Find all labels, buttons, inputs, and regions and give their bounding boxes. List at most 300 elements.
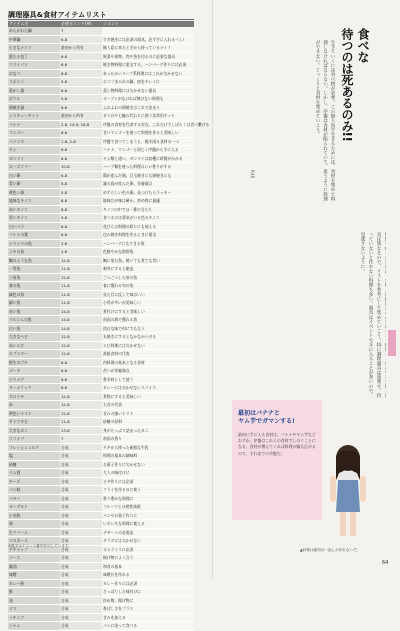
- cell-points: 最初から所有: [60, 112, 102, 121]
- cell-comment: さっぱりした味付けに: [102, 588, 194, 597]
- cell-comment: 鯛に似た魚。焼いても煮ても旨い: [102, 256, 194, 265]
- cell-comment: いろいろな料理に使える: [102, 520, 194, 529]
- cell-item-name: マヨネーズ: [8, 537, 60, 546]
- cell-item-name: 醤油: [8, 562, 60, 571]
- cell-item-name: 卵焼き器: [8, 103, 60, 112]
- cell-item-name: スポンジ: [8, 78, 60, 87]
- cell-item-name: 赤いエビ: [8, 341, 60, 350]
- cell-item-name: バナナ: [8, 120, 60, 129]
- table-row: [8, 324, 194, 333]
- table-row: [8, 146, 194, 155]
- cell-comment: 小骨が多いが美味しい: [102, 299, 194, 308]
- item-table: [8, 21, 210, 631]
- cell-comment: 刺身にすると絶品: [102, 265, 194, 274]
- list-title: 調理器具&食材アイテムリスト: [8, 11, 107, 19]
- table-row: [8, 163, 194, 172]
- cell-points: 6-6: [60, 86, 102, 95]
- cell-points: 12-8: [60, 273, 102, 282]
- table-row: [8, 367, 194, 376]
- cell-comment: 大人の味付けに: [102, 469, 194, 478]
- cell-comment: 甘いマンゴーを使って料理を作ると美味しい: [102, 129, 194, 138]
- cell-points: 合成: [60, 562, 102, 571]
- cell-points: 7: [60, 435, 102, 444]
- cell-points: 5-8: [60, 180, 102, 189]
- table-row: [8, 86, 194, 95]
- table-row: [8, 341, 194, 350]
- cell-comment: エビ料理には欠かせない: [102, 341, 194, 350]
- table-row: [8, 188, 194, 197]
- cell-comment: 丸焼きにするとなかなかいける: [102, 333, 194, 342]
- cell-comment: パンやお菓子作りに: [102, 511, 194, 520]
- table-row: [8, 333, 194, 342]
- col-header-name: アイテム名: [8, 21, 60, 27]
- cell-comment: ハンバーグにもできる魚: [102, 239, 194, 248]
- cell-comment: サラダには欠かせない: [102, 537, 194, 546]
- body-text-upper: 生きていくには食べ物が必要。この無人島で生きるためには、食材を集めて料理しなければならない。しかし、序盤は食材が限られていて、思うように料理ができない。じっくりと食材を集めていこう。: [315, 40, 335, 201]
- cell-comment: めずらしい色の卵。見つけたらラッキー: [102, 188, 194, 197]
- cell-comment: オムライスに必須: [102, 545, 194, 554]
- cell-item-name: ゼンマイ: [8, 154, 60, 163]
- cell-item-name: 卵: [8, 520, 60, 529]
- tip-heading-line-1: 最初はバナナと: [238, 410, 281, 417]
- cell-comment: カレーには欠かせないスパイス: [102, 384, 194, 393]
- table-row: [8, 392, 194, 401]
- cell-comment: パンに塗って食べる: [102, 622, 194, 631]
- col-header-points: 必要ポイント(※): [60, 21, 102, 27]
- cell-item-name: 赤い魚: [8, 307, 60, 316]
- table-row: [8, 511, 194, 520]
- cell-points: 2-8: [60, 239, 102, 248]
- table-row: [8, 520, 194, 529]
- cell-points: 合成: [60, 460, 102, 469]
- cell-comment: カレー作りには必須: [102, 579, 194, 588]
- cell-comment: 南国の香り: [102, 435, 194, 444]
- cell-comment: 南国の海で獲れる魚: [102, 316, 194, 325]
- cell-points: 2-8, 14-9, 16-8: [60, 120, 102, 129]
- table-row: [8, 503, 194, 512]
- cell-points: 合成: [60, 520, 102, 529]
- cell-item-name: ゴーヤ: [8, 367, 60, 376]
- table-row: [8, 494, 194, 503]
- image-caption: ▲料理は最初は一品しか作れないぞ。: [300, 548, 361, 552]
- cell-comment: 味噌汁を作れる: [102, 571, 194, 580]
- table-body: [8, 27, 210, 630]
- cell-comment: 見た目に反して味はいい: [102, 290, 194, 299]
- cell-item-name: ロブスター: [8, 350, 60, 359]
- cell-item-name: バター: [8, 494, 60, 503]
- cell-item-name: マルンムの魚: [8, 316, 60, 325]
- cell-item-name: バナナの葉: [8, 231, 60, 240]
- cell-points: 6-8: [60, 384, 102, 393]
- cell-item-name: 酢: [8, 588, 60, 597]
- cell-item-name: ヨーグルト: [8, 503, 60, 512]
- cell-item-name: ローズマリー: [8, 163, 60, 172]
- table-row: [8, 282, 194, 291]
- table-row: [8, 137, 194, 146]
- cell-points: 8-8: [60, 197, 102, 206]
- cell-points: 6-6: [60, 103, 102, 112]
- cell-item-name: 三角魚: [8, 273, 60, 282]
- cell-comment: あったかいスープ系料理にはこれが欠かせない: [102, 69, 194, 78]
- table-row: [8, 605, 194, 614]
- cell-item-name: 生クリーム: [8, 528, 60, 537]
- body-text-middle: 具は異なるので、リストを参考にして集めていこう。特に調理器具は重要で、持っていないと作れない料理も多い。器具はイベントで手に入ることが多いので、見逃さないように。: [360, 232, 381, 398]
- cell-item-name: フライパン: [8, 61, 60, 70]
- table-row: [8, 103, 194, 112]
- table-row: [8, 426, 194, 435]
- cell-comment: ごつごつした形の魚: [102, 273, 194, 282]
- table-row: [8, 350, 194, 359]
- table-row: [8, 375, 194, 384]
- table-row: [8, 596, 194, 605]
- cell-points: 12-8: [60, 256, 102, 265]
- cell-item-name: 緑色の魚: [8, 290, 60, 299]
- cell-points: 14-8: [60, 316, 102, 325]
- cell-item-name: ニモの魚: [8, 248, 60, 257]
- table-row: [8, 622, 194, 631]
- table-row: [8, 571, 194, 580]
- cell-points: 合成: [60, 503, 102, 512]
- table-row: [8, 44, 194, 53]
- cell-points: 1-8, 2-8: [60, 137, 102, 146]
- cell-item-name: ココナツ: [8, 435, 60, 444]
- cell-comment: 高級食材の代表: [102, 350, 194, 359]
- table-row: [8, 579, 194, 588]
- cell-points: 12-8: [60, 333, 102, 342]
- cell-points: 合成: [60, 622, 102, 631]
- table-row: [8, 299, 194, 308]
- cell-comment: 蒸し物料理には欠かせない器具: [102, 86, 194, 95]
- cell-comment: 甘みの強いトマト: [102, 409, 194, 418]
- cell-points: 5-8: [60, 78, 102, 87]
- cell-points: 6-8: [60, 358, 102, 367]
- cell-item-name: ジャム: [8, 622, 60, 631]
- cell-item-name: 青いキノコ: [8, 214, 60, 223]
- cell-points: 5-8: [60, 188, 102, 197]
- cell-item-name: シマシマの魚: [8, 239, 60, 248]
- cell-item-name: 味噌: [8, 571, 60, 580]
- table-row: [8, 154, 194, 163]
- cell-item-name: ターメリック: [8, 384, 60, 393]
- cell-points: 11-8: [60, 299, 102, 308]
- heading-line-2: 待つのは死あるのみ!!: [340, 28, 354, 142]
- cell-item-name: 重たる包丁: [8, 52, 60, 61]
- cell-item-name: 小さなナイフ: [8, 44, 60, 53]
- cell-points: 12-8: [60, 392, 102, 401]
- table-row: [8, 222, 194, 231]
- cell-points: 11-8: [60, 418, 102, 427]
- cell-comment: 謎の鳥が産んだ卵。栄養満点: [102, 180, 194, 189]
- cell-comment: ふわふわの卵焼きはこれで決まり: [102, 103, 194, 112]
- table-row: [8, 180, 194, 189]
- cell-comment: すき焼きには必須の器具。必ず手に入れるべし!: [102, 35, 194, 44]
- table-row: [8, 358, 194, 367]
- table-row: [8, 231, 194, 240]
- table-row: [8, 214, 194, 223]
- cell-comment: 香り豊かな料理に: [102, 494, 194, 503]
- cell-item-name: 赤いキノコ: [8, 205, 60, 214]
- cell-comment: 無人島に来たときから持っているナイフ: [102, 44, 194, 53]
- cell-comment: ホコリまみれの鍋、皿をキレイに: [102, 78, 194, 87]
- cell-points: 13-8: [60, 426, 102, 435]
- cell-item-name: 白い魚: [8, 324, 60, 333]
- cell-item-name: ソース: [8, 554, 60, 563]
- cell-item-name: ゴマ: [8, 605, 60, 614]
- cell-comment: お菓子作りに欠かせない: [102, 460, 194, 469]
- cell-points: 12-8: [60, 341, 102, 350]
- cell-comment: 色鮮やかな熱帯魚: [102, 248, 194, 257]
- title-rule: [8, 19, 194, 20]
- table-row: [8, 52, 194, 61]
- cell-points: 合成: [60, 511, 102, 520]
- table-row: [8, 418, 194, 427]
- cell-points: 6-6: [60, 52, 102, 61]
- cell-comment: フルーツとの相性抜群: [102, 503, 194, 512]
- side-tab: [386, 0, 400, 579]
- table-row: [8, 78, 194, 87]
- table-row: [8, 486, 194, 495]
- cell-points: 合成: [60, 554, 102, 563]
- table-row: [8, 409, 194, 418]
- cell-item-name: あらかわた鍋: [8, 27, 60, 35]
- cell-comment: 焼き物料理に重宝する。ハンバーグ作りには必須: [102, 61, 194, 70]
- table-row: [8, 384, 194, 393]
- table-row: [8, 248, 194, 257]
- cell-comment: ピザ作りには必須: [102, 477, 194, 486]
- cell-item-name: ハチミツ: [8, 613, 60, 622]
- cell-points: 合成: [60, 588, 102, 597]
- page-reference: P.40: [250, 170, 255, 179]
- cell-comment: 煮物にすると美味しい: [102, 392, 194, 401]
- cell-points: 8-8: [60, 222, 102, 231]
- table-row: [8, 171, 194, 180]
- cell-comment: 揚げ物によく合う: [102, 554, 194, 563]
- cell-points: 11-8: [60, 265, 102, 274]
- cell-item-name: ケチャップ: [8, 545, 60, 554]
- cell-item-name: 大きなカニ: [8, 426, 60, 435]
- cell-comment: 炒め物、揚げ物に: [102, 596, 194, 605]
- table-row: [8, 205, 194, 214]
- cell-item-name: 黄色いトマト: [8, 409, 60, 418]
- cell-comment: 肉料理の基本となる食材: [102, 358, 194, 367]
- cell-item-name: マンゴー: [8, 129, 60, 138]
- table-row: [8, 613, 194, 622]
- cell-comment: 序盤で食べてしまうと、後半困る食材の一つ: [102, 137, 194, 146]
- tip-heading: [238, 410, 295, 426]
- cell-points: 6-8: [60, 367, 102, 376]
- cell-points: 6-8: [60, 375, 102, 384]
- cell-comment: 料理の基本の調味料: [102, 452, 194, 461]
- cell-item-name: フレッシュミルク: [8, 443, 60, 452]
- cell-points: 合成: [60, 545, 102, 554]
- cell-item-name: 野生のブタ: [8, 358, 60, 367]
- cell-points: 6-8: [60, 154, 102, 163]
- table-row: [8, 443, 194, 452]
- cell-points: 7: [60, 27, 102, 35]
- cell-comment: バナナ、マンゴーと同じく序盤から手に入る: [102, 146, 194, 155]
- cell-points: 合成: [60, 452, 102, 461]
- cell-points: 合成: [60, 469, 102, 478]
- cell-points: 10-8: [60, 163, 102, 172]
- table-row: [8, 477, 194, 486]
- character-illustration: [322, 440, 374, 540]
- cell-item-name: 塩: [8, 452, 60, 461]
- table-row: [8, 588, 194, 597]
- cell-comment: 地味だが味は確か。炒め物に最適: [102, 197, 194, 206]
- cell-item-name: パパイヤ: [8, 137, 60, 146]
- cell-item-name: サトウキビ: [8, 418, 60, 427]
- heading-line-1: 食べな: [356, 28, 370, 63]
- table-row: [8, 316, 194, 325]
- cell-item-name: 地味なキノコ: [8, 197, 60, 206]
- cell-item-name: 青い卵: [8, 180, 60, 189]
- table-row: [8, 129, 194, 138]
- cell-comment: [102, 27, 194, 35]
- cell-item-name: 鯛のような魚: [8, 256, 60, 265]
- cell-points: 合成: [60, 494, 102, 503]
- cell-item-name: 蒸かし器: [8, 86, 60, 95]
- cell-points: 2-8: [60, 248, 102, 257]
- cell-item-name: 黄色い卵: [8, 188, 60, 197]
- cell-points: 8-8: [60, 205, 102, 214]
- table-row: [8, 528, 194, 537]
- cell-item-name: パン粉: [8, 486, 60, 495]
- cell-points: 11-8: [60, 290, 102, 299]
- cell-item-name: 白いバラ: [8, 222, 60, 231]
- cell-comment: 煮付けにすると美味しい: [102, 307, 194, 316]
- cell-points: 5-6: [60, 95, 102, 104]
- table-row: [8, 435, 194, 444]
- cell-comment: 香ばしさをプラス: [102, 605, 194, 614]
- cell-comment: デザートの必需品: [102, 528, 194, 537]
- table-row: [8, 307, 194, 316]
- cell-points: 14-8: [60, 307, 102, 316]
- table-row: [8, 112, 194, 121]
- cell-comment: 食べるには勇気がいる色のキノコ: [102, 214, 194, 223]
- cell-item-name: カレー粉: [8, 579, 60, 588]
- cell-points: 6-8: [60, 171, 102, 180]
- table-row: [8, 452, 194, 461]
- cell-comment: 春に獲れる旬の魚: [102, 282, 194, 291]
- col-header-comment: コメント: [102, 21, 194, 27]
- cell-comment: 香辛料として使う: [102, 375, 194, 384]
- cell-points: 最初から所有: [60, 44, 102, 53]
- cell-comment: 包み焼き料理を作るときに重宝: [102, 231, 194, 240]
- cell-points: 6-8: [60, 69, 102, 78]
- cell-item-name: おなべ: [8, 69, 60, 78]
- table-row: [8, 95, 194, 104]
- cell-item-name: チーズ: [8, 477, 60, 486]
- cell-points: 8-8: [60, 231, 102, 240]
- cell-points: 合成: [60, 579, 102, 588]
- cell-comment: 和食の基本: [102, 562, 194, 571]
- cell-points: 12-8: [60, 401, 102, 410]
- cell-comment: 甘みを加える: [102, 613, 194, 622]
- cell-points: 合成: [60, 486, 102, 495]
- cell-points: 合成: [60, 528, 102, 537]
- table-row: [8, 69, 194, 78]
- table-row: [8, 469, 194, 478]
- cell-item-name: 砂糖: [8, 460, 60, 469]
- cell-item-name: 春の魚: [8, 282, 60, 291]
- cell-points: 合成: [60, 443, 102, 452]
- cell-points: 6-8: [60, 35, 102, 44]
- cell-comment: フライを作るのに使う: [102, 486, 194, 495]
- cell-item-name: タロイモ: [8, 392, 60, 401]
- cell-points: 合成: [60, 605, 102, 614]
- cell-comment: ヤギから搾った新鮮な牛乳: [102, 443, 194, 452]
- table-row: [8, 239, 194, 248]
- table-row: [8, 61, 194, 70]
- cell-comment: ヤシ類と違い、ゼンマイは収穫に時間がかかる: [102, 154, 194, 163]
- table-row: [8, 273, 194, 282]
- cell-comment: オーブンがなければ焼けない料理も: [102, 95, 194, 104]
- table-row: [8, 197, 194, 206]
- cell-item-name: 油: [8, 596, 60, 605]
- table-footnote: ※数字はイベント番号を示しています。: [8, 544, 72, 548]
- table-row: [8, 554, 194, 563]
- cell-comment: 砂糖の原料: [102, 418, 194, 427]
- cell-comment: 身がたっぷり詰まったカニ: [102, 426, 194, 435]
- cell-comment: 苦いが栄養満点: [102, 367, 194, 376]
- cell-comment: 鶏が産んだ卵。目玉焼きにも卵焼きにも: [102, 171, 194, 180]
- cell-points: 合成: [60, 537, 102, 546]
- table-row: [8, 27, 194, 35]
- side-marker: [388, 330, 396, 356]
- cell-item-name: 一等魚: [8, 265, 60, 274]
- tip-heading-line-2: ヤム芋でガマンする!: [238, 418, 295, 425]
- cell-points: 合成: [60, 613, 102, 622]
- cell-points: 12-8: [60, 350, 102, 359]
- cell-points: 6-8: [60, 146, 102, 155]
- cell-points: 合成: [60, 596, 102, 605]
- cell-comment: 野菜や果物、肉や魚を切るのに必要な器具: [102, 52, 194, 61]
- cell-comment: キノコの中では一番の当たり: [102, 205, 194, 214]
- cell-comment: 淡白な味で何にでも合う: [102, 324, 194, 333]
- cell-points: 合成: [60, 477, 102, 486]
- cell-item-name: 中華鍋: [8, 35, 60, 44]
- table-row: [8, 460, 194, 469]
- cell-points: 6-8: [60, 129, 102, 138]
- column-divider: [212, 0, 213, 579]
- table-row: [8, 562, 194, 571]
- cell-item-name: 大きなヘビ: [8, 333, 60, 342]
- cell-item-name: ヤシ: [8, 146, 60, 155]
- cell-comment: 花びらは料理の彩りにも使える: [102, 222, 194, 231]
- cell-points: 14-8: [60, 324, 102, 333]
- cell-points: 9-8: [60, 214, 102, 223]
- cell-comment: 主食の代表: [102, 401, 194, 410]
- tip-body: 最初に手に入る食材は、バナナやヤム芋などわずか。序盤はこれらの食材でしのぐことになる。食材が増えてくれば料理の幅も広がるので、それまでの辛抱だ。: [238, 432, 316, 456]
- cell-item-name: ラム酒: [8, 469, 60, 478]
- cell-points: 6-6: [60, 61, 102, 70]
- table-row: [8, 256, 194, 265]
- table-row: [8, 401, 194, 410]
- table-row: [8, 120, 194, 129]
- table-row: [8, 35, 194, 44]
- cell-item-name: ナツメグ: [8, 375, 60, 384]
- page-number: 64: [382, 560, 389, 566]
- cell-comment: 序盤の食材を代表する存在。これだけでしばらくは食べ繋げる: [103, 121, 210, 127]
- cell-item-name: レスキューキット: [8, 112, 60, 121]
- cell-points: 合成: [60, 571, 102, 580]
- table-row: [8, 290, 194, 299]
- cell-points: 12-8: [60, 409, 102, 418]
- cell-item-name: 米: [8, 401, 60, 410]
- cell-item-name: 白い卵: [8, 171, 60, 180]
- cell-item-name: ボウル: [8, 95, 60, 104]
- cell-comment: ガス台や七輪の代わりに使う非常用キット: [102, 112, 194, 121]
